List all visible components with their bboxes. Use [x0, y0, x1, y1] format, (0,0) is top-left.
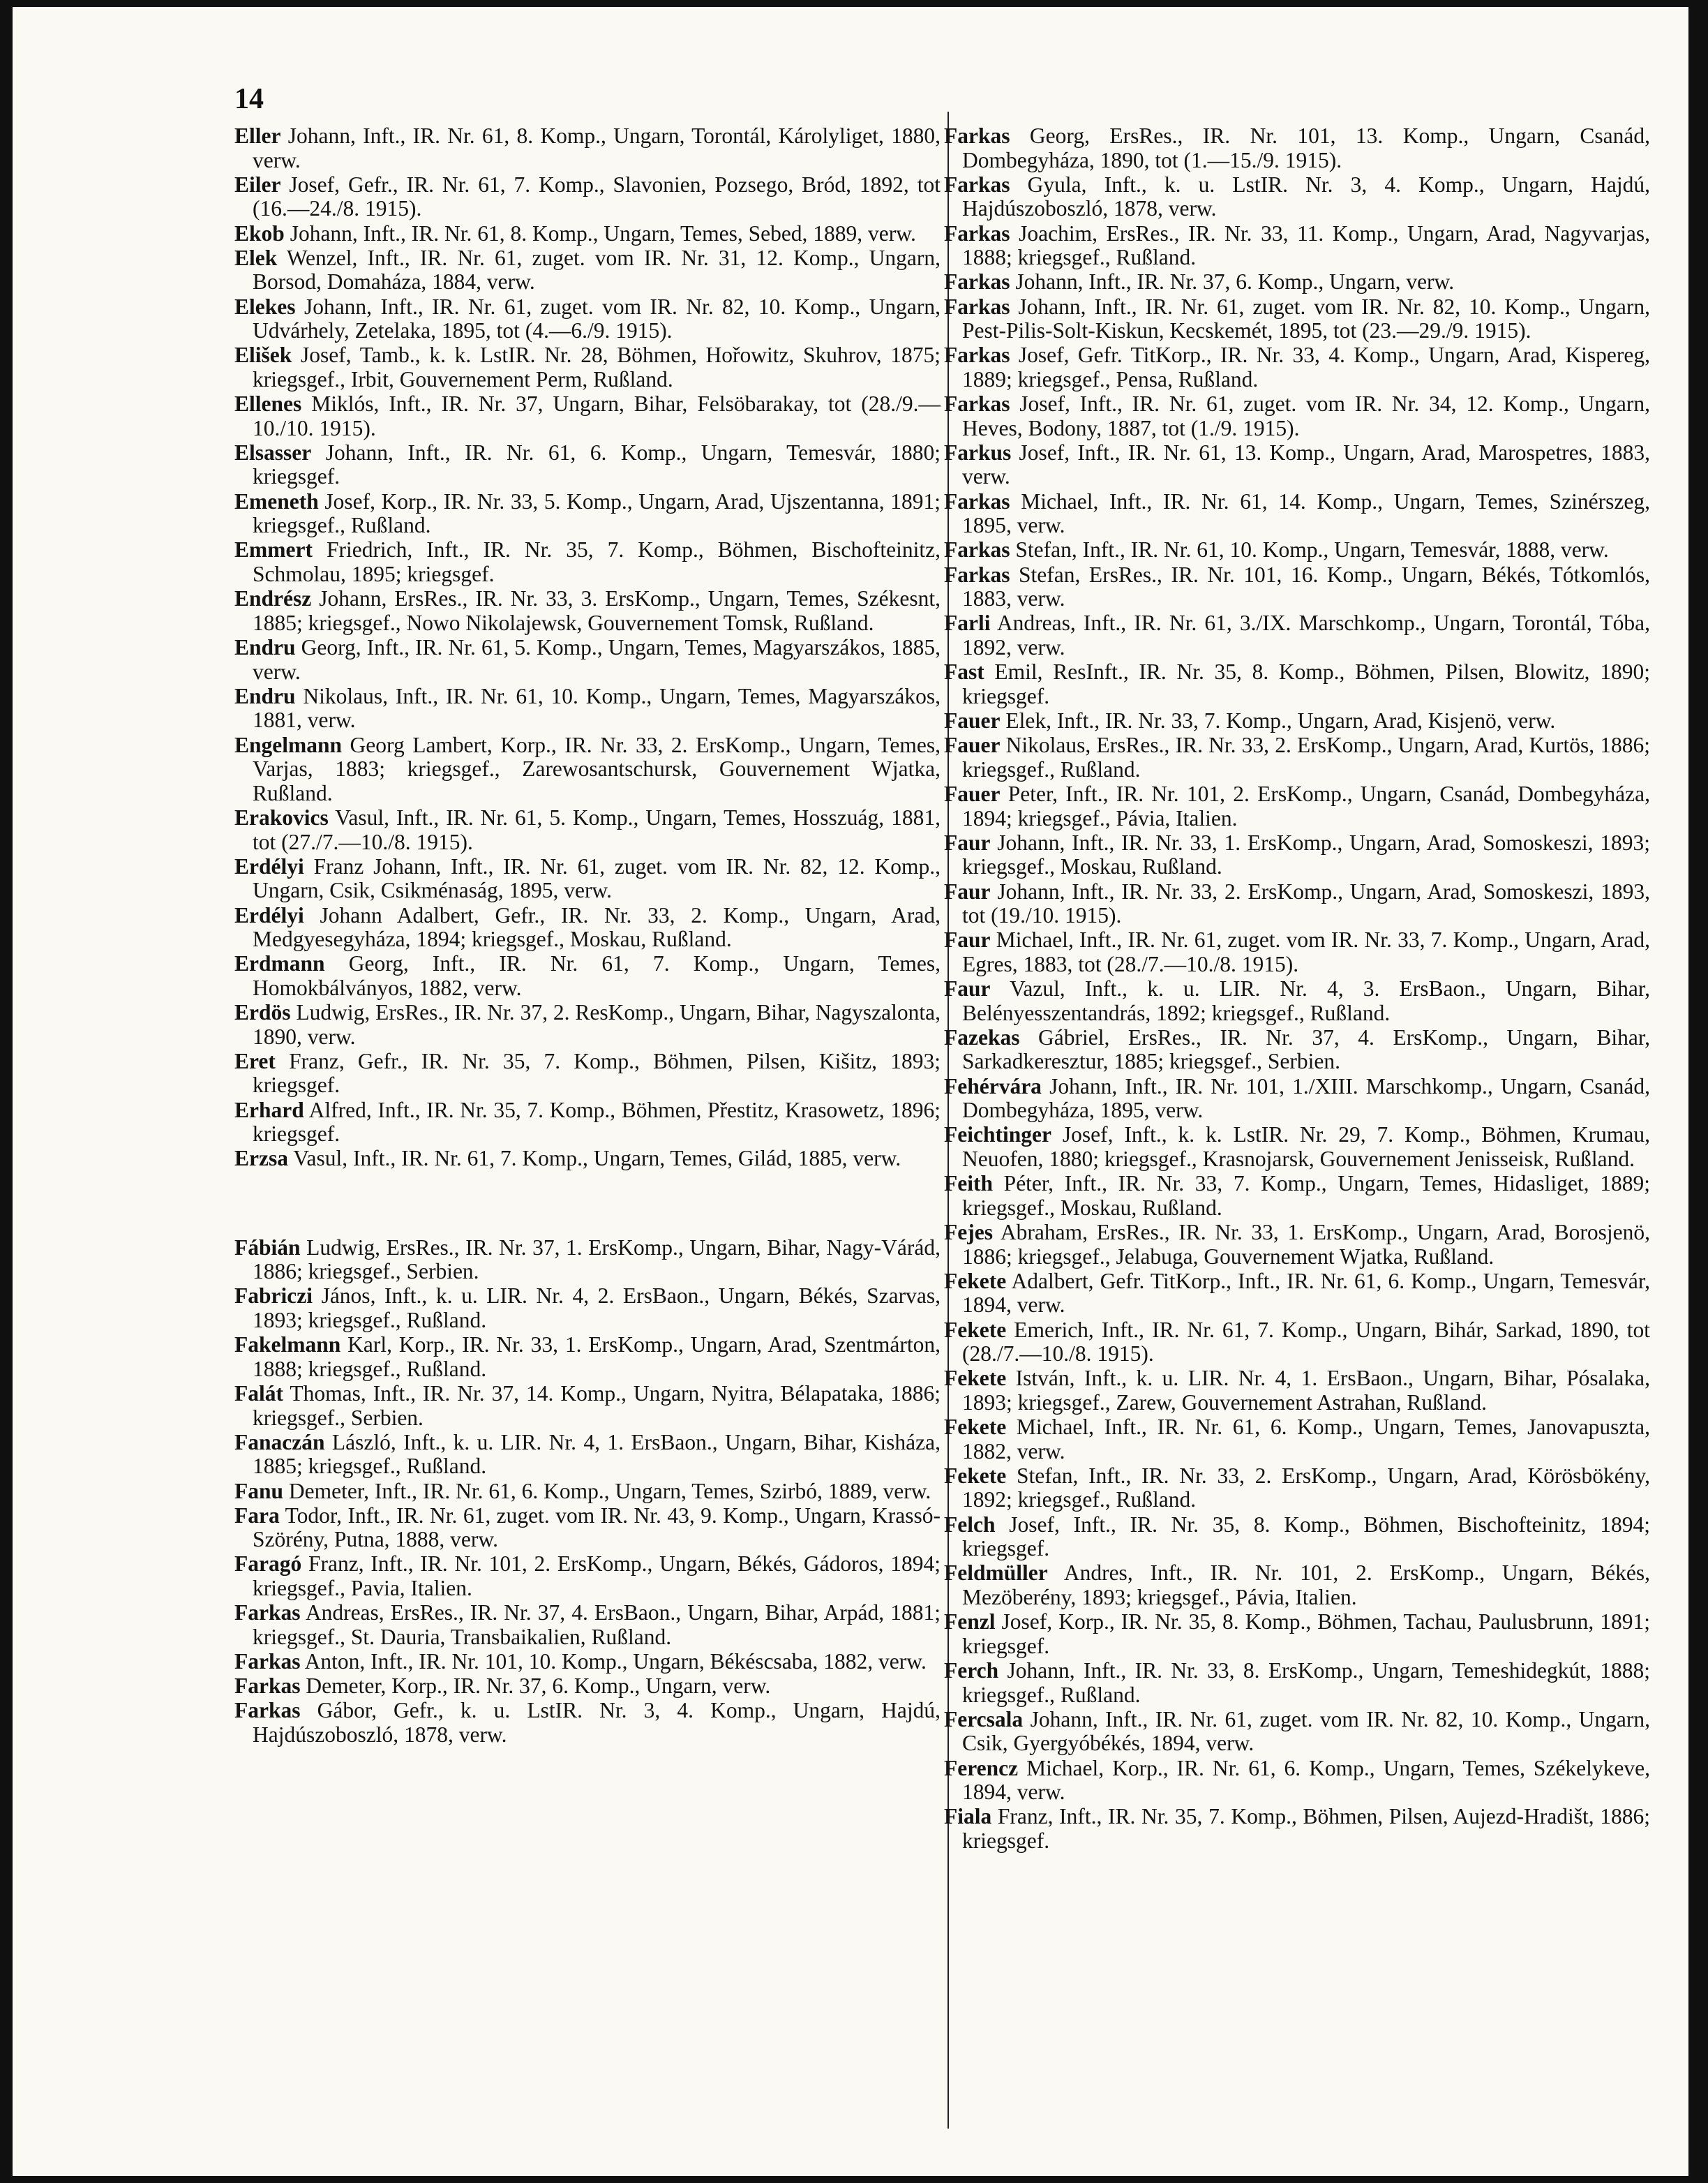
left-column [234, 124, 941, 1748]
entry-details: Georg Lambert, Korp., IR. Nr. 33, 2. ErsKomp., Ungarn, Temes, Varjas, 1883; kriegsgef., Zarewosantschursk, Gouvernement Wjatka, Rußland. [253, 732, 941, 805]
entry-details: Demeter, Inft., IR. Nr. 61, 6. Komp., Ungarn, Temes, Szirbó, 1889, verw. [283, 1478, 931, 1503]
register-entry [234, 685, 941, 733]
entry-details: János, Inft., k. u. LIR. Nr. 4, 2. ErsBaon., Ungarn, Békés, Szarvas, 1893; kriegsgef., Rußland. [253, 1283, 941, 1332]
entry-details: Josef, Inft., k. k. LstIR. Nr. 29, 7. Komp., Böhmen, Krumau, Neuofen, 1880; kriegsgef., Krasnojarsk, Gouvernement Jenisseisk, Rußland. [962, 1122, 1650, 1171]
entry-details: Franz, Gefr., IR. Nr. 35, 7. Komp., Böhmen, Pilsen, Kišitz, 1893; kriegsgef. [253, 1048, 941, 1098]
entry-surname: Eiler [234, 172, 281, 197]
register-entry [944, 563, 1650, 611]
entry-details: Alfred, Inft., IR. Nr. 35, 7. Komp., Böhmen, Přestitz, Krasowetz, 1896; kriegsgef. [253, 1097, 941, 1147]
entry-surname: Farkas [944, 343, 1010, 368]
entry-details: Johann, Inft., IR. Nr. 61, 6. Komp., Ungarn, Temesvár, 1880; kriegsgef. [253, 440, 941, 489]
entry-surname: Farkas [944, 172, 1010, 197]
register-entry [944, 1123, 1650, 1171]
entry-surname: Fabriczi [234, 1283, 313, 1309]
entry-surname: Fercsala [944, 1706, 1024, 1731]
register-entry [944, 831, 1650, 879]
register-entry [944, 1464, 1650, 1512]
register-entry [234, 173, 941, 221]
entry-surname: Faur [944, 927, 991, 953]
entry-surname: Erakovics [234, 805, 329, 830]
entry-surname: Farkas [944, 537, 1010, 562]
entry-details: Ludwig, ErsRes., IR. Nr. 37, 2. ResKomp., Ungarn, Bihar, Nagyszalonta, 1890, verw. [253, 1000, 941, 1049]
entry-details: Josef, Korp., IR. Nr. 33, 5. Komp., Ungarn, Arad, Ujszentanna, 1891; kriegsgef., Rußland. [253, 489, 941, 538]
register-entry [944, 733, 1650, 782]
entry-surname: Feith [944, 1171, 993, 1196]
entry-surname: Faur [944, 830, 991, 855]
entry-details: Johann, Inft., IR. Nr. 33, 2. ErsKomp., Ungarn, Arad, Somoskeszi, 1893, tot (19./10. 1915). [962, 879, 1650, 928]
page-number: 14 [234, 83, 264, 115]
entry-surname: Eret [234, 1048, 276, 1073]
entry-details: Stefan, Inft., IR. Nr. 33, 2. ErsKomp., Ungarn, Arad, Körösbökény, 1892; kriegsgef., Rußland. [962, 1463, 1650, 1512]
register-entry [234, 343, 941, 392]
entry-surname: Fazekas [944, 1025, 1020, 1050]
register-entry [944, 1757, 1650, 1805]
entry-details: Nikolaus, Inft., IR. Nr. 61, 10. Komp., Ungarn, Temes, Magyarszákos, 1881, verw. [253, 683, 941, 733]
entry-surname: Farkas [234, 1674, 301, 1699]
register-entry [944, 1415, 1650, 1463]
register-entry [944, 782, 1650, 830]
entry-surname: Erdös [234, 1000, 291, 1025]
entry-surname: Emeneth [234, 489, 319, 514]
register-entry [234, 295, 941, 343]
register-entry [944, 173, 1650, 221]
entry-surname: Farli [944, 611, 991, 636]
entry-details: Emerich, Inft., IR. Nr. 61, 7. Komp., Ungarn, Bihár, Sarkad, 1890, tot (28./7.—10./8. 1915). [962, 1317, 1650, 1366]
register-entry [944, 295, 1650, 343]
entry-details: Andreas, ErsRes., IR. Nr. 37, 4. ErsBaon., Ungarn, Bihar, Arpád, 1881; kriegsgef., St. Dauria, Transbaikalien, Rußland. [253, 1600, 941, 1649]
entry-surname: Fakelmann [234, 1332, 341, 1357]
entry-details: Demeter, Korp., IR. Nr. 37, 6. Komp., Ungarn, verw. [300, 1674, 771, 1699]
register-entry [234, 1699, 941, 1747]
entry-details: Abraham, ErsRes., IR. Nr. 33, 1. ErsKomp., Ungarn, Arad, Borosjenö, 1886; kriegsgef., Jelabuga, Gouvernement Wjatka, Rußland. [962, 1219, 1650, 1269]
entry-details: Stefan, ErsRes., IR. Nr. 101, 16. Komp., Ungarn, Békés, Tótkomlós, 1883, verw. [962, 562, 1650, 611]
entry-details: Franz, Inft., IR. Nr. 101, 2. ErsKomp., Ungarn, Békés, Gádoros, 1894; kriegsgef., Pavia, Italien. [253, 1551, 941, 1601]
entry-details: Wenzel, Inft., IR. Nr. 61, zuget. vom IR. Nr. 31, 12. Komp., Ungarn, Borsod, Domaháza, 1884, verw. [253, 245, 941, 295]
entry-details: Georg, Inft., IR. Nr. 61, 7. Komp., Ungarn, Temes, Homokbálványos, 1882, verw. [253, 951, 941, 1000]
entry-surname: Fekete [944, 1415, 1007, 1440]
entry-details: Anton, Inft., IR. Nr. 101, 10. Komp., Ungarn, Békéscsaba, 1882, verw. [300, 1649, 927, 1674]
register-entry [944, 611, 1650, 660]
entry-surname: Faur [944, 976, 991, 1001]
register-entry [944, 441, 1650, 489]
entry-details: Johann, Inft., IR. Nr. 61, zuget. vom IR. Nr. 82, 10. Komp., Ungarn, Pest-Pilis-Solt-Kiskun, Kecskemét, 1895, tot (23.—29./9. 1915). [962, 294, 1650, 343]
register-entry [944, 1708, 1650, 1756]
register-entry [234, 1650, 941, 1674]
entry-details: Todor, Inft., IR. Nr. 61, zuget. vom IR. Nr. 43, 9. Komp., Ungarn, Krassó-Szörény, Putna, 1888, verw. [253, 1503, 941, 1552]
entry-details: László, Inft., k. u. LIR. Nr. 4, 1. ErsBaon., Ungarn, Bihar, Kisháza, 1885; kriegsgef., Rußland. [253, 1429, 941, 1479]
register-entry [234, 904, 941, 952]
register-entry [234, 1601, 941, 1649]
register-entry [944, 660, 1650, 708]
entry-surname: Faragó [234, 1551, 302, 1577]
register-entry [234, 1480, 941, 1504]
register-entry [234, 441, 941, 489]
entry-details: Ludwig, ErsRes., IR. Nr. 37, 1. ErsKomp., Ungarn, Bihar, Nagy-Várád, 1886; kriegsgef., Serbien. [253, 1235, 941, 1284]
entry-surname: Ferencz [944, 1755, 1019, 1780]
register-entry [944, 222, 1650, 270]
entry-details: Johann Adalbert, Gefr., IR. Nr. 33, 2. Komp., Ungarn, Arad, Medgyesegyháza, 1894; kriegsgef., Moskau, Rußland. [253, 902, 941, 952]
entry-details: Gyula, Inft., k. u. LstIR. Nr. 3, 4. Komp., Ungarn, Hajdú, Hajdúszoboszló, 1878, verw. [962, 172, 1650, 221]
entry-surname: Engelmann [234, 732, 343, 757]
register-entry [944, 1366, 1650, 1415]
register-entry [234, 733, 941, 806]
register-entry [234, 538, 941, 586]
register-entry [234, 1284, 941, 1332]
register-entry [234, 855, 941, 903]
entry-surname: Erhard [234, 1097, 304, 1122]
entry-details: Adalbert, Gefr. TitKorp., Inft., IR. Nr. 61, 6. Komp., Ungarn, Temesvár, 1894, verw. [962, 1268, 1650, 1318]
entry-details: Andres, Inft., IR. Nr. 101, 2. ErsKomp., Ungarn, Békés, Mezöberény, 1893; kriegsgef., Pávia, Italien. [962, 1560, 1650, 1610]
register-entry [944, 1075, 1650, 1123]
entry-surname: Erzsa [234, 1146, 288, 1171]
section-gap [234, 1172, 941, 1236]
entry-details: Michael, Korp., IR. Nr. 61, 6. Komp., Ungarn, Temes, Székelykeve, 1894, verw. [962, 1755, 1650, 1805]
entry-details: Johann, ErsRes., IR. Nr. 33, 3. ErsKomp., Ungarn, Temes, Székesnt, 1885; kriegsgef., Nowo Nikolajewsk, Gouvernement Tomsk, Rußland. [253, 586, 941, 635]
entry-surname: Falát [234, 1380, 283, 1406]
entry-details: Friedrich, Inft., IR. Nr. 35, 7. Komp., Böhmen, Bischofteinitz, Schmolau, 1895; kriegsgef. [253, 537, 941, 587]
register-entry [944, 1513, 1650, 1561]
entry-details: Joachim, ErsRes., IR. Nr. 33, 11. Komp., Ungarn, Arad, Nagyvarjas, 1888; kriegsgef., Rußland. [962, 221, 1650, 270]
entry-surname: Faur [944, 879, 991, 904]
entry-details: Georg, ErsRes., IR. Nr. 101, 13. Komp., Ungarn, Csanád, Dombegyháza, 1890, tot (1.—15./9. 1915). [962, 124, 1650, 172]
entry-surname: Ferch [944, 1658, 999, 1683]
register-entry [944, 490, 1650, 538]
entry-surname: Felch [944, 1512, 996, 1537]
entry-details: Elek, Inft., IR. Nr. 33, 7. Komp., Ungarn, Arad, Kisjenö, verw. [1000, 708, 1556, 733]
entry-surname: Endru [234, 683, 296, 708]
entry-surname: Fekete [944, 1317, 1007, 1342]
entry-surname: Feldmüller [944, 1560, 1048, 1586]
register-entry [944, 1026, 1650, 1074]
entry-surname: Farkas [944, 124, 1010, 148]
register-entry [234, 1431, 941, 1479]
entry-details: István, Inft., k. u. LIR. Nr. 4, 1. ErsBaon., Ungarn, Bihar, Pósalaka, 1893; kriegsgef., Zarew, Gouvernement Astrahan, Rußland. [962, 1366, 1650, 1415]
entry-surname: Farkus [944, 440, 1012, 465]
entry-details: Johann, Inft., IR. Nr. 61, zuget. vom IR. Nr. 82, 10. Komp., Ungarn, Udvárhely, Zetelaka, 1895, tot (4.—6./9. 1915). [253, 294, 941, 343]
entry-surname: Fiala [944, 1804, 992, 1829]
register-entry [234, 952, 941, 1000]
register-entry [944, 1610, 1650, 1658]
register-entry [944, 709, 1650, 733]
entry-details: Vasul, Inft., IR. Nr. 61, 7. Komp., Ungarn, Temes, Gilád, 1885, verw. [287, 1146, 901, 1171]
entry-surname: Farkas [234, 1698, 301, 1723]
register-entry [234, 124, 941, 172]
register-entry [944, 538, 1650, 562]
register-entry [234, 1674, 941, 1699]
entry-details: Johann, Inft., IR. Nr. 61, 8. Komp., Ungarn, Torontál, Károlyliget, 1880, verw. [253, 124, 941, 172]
entry-surname: Fehérvára [944, 1073, 1042, 1098]
entry-details: Josef, Inft., IR. Nr. 61, 13. Komp., Ungarn, Arad, Marospetres, 1883, verw. [962, 440, 1650, 489]
entry-details: Johann, Inft., IR. Nr. 61, zuget. vom IR. Nr. 82, 10. Komp., Ungarn, Csik, Gyergyóbékés, 1894, verw. [962, 1706, 1650, 1756]
entry-details: Johann, Inft., IR. Nr. 37, 6. Komp., Ungarn, verw. [1010, 269, 1455, 295]
entry-details: Michael, Inft., IR. Nr. 61, 14. Komp., Ungarn, Temes, Szinérszeg, 1895, verw. [962, 489, 1650, 538]
entry-details: Johann, Inft., IR. Nr. 33, 1. ErsKomp., Ungarn, Arad, Somoskeszi, 1893; kriegsgef., Moskau, Rußland. [962, 830, 1650, 879]
register-entry [234, 392, 941, 440]
entry-surname: Emmert [234, 537, 313, 562]
register-entry [944, 928, 1650, 976]
entry-details: Michael, Inft., IR. Nr. 61, zuget. vom IR. Nr. 33, 7. Komp., Ungarn, Arad, Egres, 1883, tot (28./7.—10./8. 1915). [962, 927, 1650, 976]
register-entry [234, 1382, 941, 1430]
entry-details: Josef, Korp., IR. Nr. 35, 8. Komp., Böhmen, Tachau, Paulusbrunn, 1891; kriegsgef. [962, 1609, 1650, 1658]
entry-details: Stefan, Inft., IR. Nr. 61, 10. Komp., Ungarn, Temesvár, 1888, verw. [1010, 537, 1609, 562]
entry-details: Emil, ResInft., IR. Nr. 35, 8. Komp., Böhmen, Pilsen, Blowitz, 1890; kriegsgef. [962, 660, 1650, 708]
entry-surname: Fekete [944, 1366, 1007, 1391]
entry-surname: Farkas [944, 562, 1010, 587]
entry-details: Michael, Inft., IR. Nr. 61, 6. Komp., Ungarn, Temes, Janovapuszta, 1882, verw. [962, 1415, 1650, 1463]
register-entry [234, 636, 941, 684]
register-entry [234, 1050, 941, 1098]
entry-surname: Feichtinger [944, 1122, 1051, 1147]
entry-surname: Eller [234, 124, 281, 148]
register-entry [944, 1659, 1650, 1707]
entry-details: Vasul, Inft., IR. Nr. 61, 5. Komp., Ungarn, Temes, Hosszuág, 1881, tot (27./7.—10./8. 1915). [253, 805, 941, 854]
entry-details: Péter, Inft., IR. Nr. 33, 7. Komp., Ungarn, Temes, Hidasliget, 1889; kriegsgef., Moskau, Rußland. [962, 1171, 1650, 1220]
entry-details: Johann, Inft., IR. Nr. 33, 8. ErsKomp., Ungarn, Temeshidegkút, 1888; kriegsgef., Rußland. [962, 1658, 1650, 1707]
register-entry [234, 490, 941, 538]
entry-surname: Fast [944, 660, 984, 685]
entry-surname: Farkas [234, 1649, 301, 1674]
entry-details: Peter, Inft., IR. Nr. 101, 2. ErsKomp., Ungarn, Csanád, Dombegyháza, 1894; kriegsgef., Pávia, Italien. [962, 781, 1650, 830]
register-entry [944, 977, 1650, 1025]
entry-details: Josef, Inft., IR. Nr. 35, 8. Komp., Böhmen, Bischofteinitz, 1894; kriegsgef. [962, 1512, 1650, 1561]
entry-details: Johann, Inft., IR. Nr. 61, 8. Komp., Ungarn, Temes, Sebed, 1889, verw. [284, 221, 916, 246]
entry-surname: Farkas [944, 221, 1010, 246]
entry-surname: Fenzl [944, 1609, 996, 1634]
entry-surname: Fanu [234, 1478, 284, 1503]
entry-details: Nikolaus, ErsRes., IR. Nr. 33, 2. ErsKomp., Ungarn, Arad, Kurtös, 1886; kriegsgef., Rußland. [962, 733, 1650, 782]
entry-details: Karl, Korp., IR. Nr. 33, 1. ErsKomp., Ungarn, Arad, Szentmárton, 1888; kriegsgef., Rußland. [253, 1332, 941, 1381]
register-entry [944, 1805, 1650, 1853]
entry-details: Gábriel, ErsRes., IR. Nr. 37, 4. ErsKomp., Ungarn, Bihar, Sarkadkeresztur, 1885; kriegsgef., Serbien. [962, 1025, 1650, 1074]
register-entry [944, 1172, 1650, 1220]
entry-details: Johann, Inft., IR. Nr. 101, 1./XIII. Marschkomp., Ungarn, Csanád, Dombegyháza, 1895, verw. [962, 1073, 1650, 1123]
register-entry [234, 587, 941, 635]
entry-surname: Farkas [944, 489, 1010, 514]
entry-surname: Ekob [234, 221, 285, 246]
entry-surname: Farkas [944, 269, 1010, 295]
entry-details: Franz Johann, Inft., IR. Nr. 61, zuget. vom IR. Nr. 82, 12. Komp., Ungarn, Csik, Csikménaság, 1895, verw. [253, 854, 941, 903]
entry-surname: Fauer [944, 781, 1001, 806]
register-entry [944, 343, 1650, 392]
register-entry [944, 1318, 1650, 1366]
entry-surname: Endrész [234, 586, 312, 611]
register-entry [234, 246, 941, 295]
entry-details: Miklós, Inft., IR. Nr. 37, Ungarn, Bihar, Felsöbarakay, tot (28./9.—10./10. 1915). [253, 392, 941, 440]
entry-details: Josef, Inft., IR. Nr. 61, zuget. vom IR. Nr. 34, 12. Komp., Ungarn, Heves, Bodony, 1887, tot (1./9. 1915). [962, 392, 1650, 440]
entry-surname: Farkas [944, 392, 1010, 417]
register-entry [234, 1147, 941, 1171]
register-entry [234, 1552, 941, 1600]
entry-surname: Elek [234, 245, 278, 270]
register-entry [944, 270, 1650, 295]
register-entry [234, 806, 941, 854]
entry-surname: Elekes [234, 294, 296, 319]
entry-details: Franz, Inft., IR. Nr. 35, 7. Komp., Böhmen, Pilsen, Aujezd-Hradišt, 1886; kriegsgef. [962, 1804, 1650, 1853]
entry-surname: Elišek [234, 343, 292, 368]
entry-surname: Farkas [234, 1600, 301, 1625]
entry-surname: Erdélyi [234, 854, 304, 879]
entry-details: Gábor, Gefr., k. u. LstIR. Nr. 3, 4. Komp., Ungarn, Hajdú, Hajdúszoboszló, 1878, verw. [253, 1698, 941, 1747]
entry-details: Josef, Gefr. TitKorp., IR. Nr. 33, 4. Komp., Ungarn, Arad, Kispereg, 1889; kriegsgef., Pensa, Rußland. [962, 343, 1650, 392]
right-column [944, 124, 1650, 1854]
entry-surname: Endru [234, 635, 296, 660]
register-entry [234, 1098, 941, 1147]
entry-details: Vazul, Inft., k. u. LIR. Nr. 4, 3. ErsBaon., Ungarn, Bihar, Belényesszentandrás, 1892; kriegsgef., Rußland. [962, 976, 1650, 1025]
register-entry [944, 1221, 1650, 1269]
entry-surname: Farkas [944, 294, 1010, 319]
entry-surname: Elsasser [234, 440, 312, 465]
entry-surname: Fábián [234, 1235, 301, 1260]
register-entry [944, 392, 1650, 440]
entry-surname: Fara [234, 1503, 280, 1528]
entry-details: Georg, Inft., IR. Nr. 61, 5. Komp., Ungarn, Temes, Magyarszákos, 1885, verw. [253, 635, 941, 684]
entry-surname: Ellenes [234, 392, 302, 417]
register-entry [944, 880, 1650, 928]
entry-details: Thomas, Inft., IR. Nr. 37, 14. Komp., Ungarn, Nyitra, Bélapataka, 1886; kriegsgef., Serbien. [253, 1380, 941, 1430]
register-entry [234, 1236, 941, 1284]
register-entry [234, 222, 941, 246]
register-entry [944, 1561, 1650, 1609]
entry-details: Andreas, Inft., IR. Nr. 61, 3./IX. Marschkomp., Ungarn, Torontál, Tóba, 1892, verw. [962, 611, 1650, 660]
entry-surname: Fauer [944, 733, 1001, 758]
entry-details: Josef, Gefr., IR. Nr. 61, 7. Komp., Slavonien, Pozsego, Bród, 1892, tot (16.—24./8. 1915). [253, 172, 941, 221]
entry-surname: Fanaczán [234, 1429, 325, 1454]
entry-surname: Fekete [944, 1268, 1007, 1293]
register-entry [944, 124, 1650, 172]
scanned-page [13, 7, 1688, 2176]
entry-surname: Fejes [944, 1219, 993, 1244]
entry-surname: Fekete [944, 1463, 1007, 1488]
register-entry [234, 1001, 941, 1049]
entry-surname: Erdélyi [234, 902, 304, 927]
entry-surname: Fauer [944, 708, 1001, 733]
register-entry [234, 1504, 941, 1552]
entry-details: Josef, Tamb., k. k. LstIR. Nr. 28, Böhmen, Hořowitz, Skuhrov, 1875; kriegsgef., Irbit, Gouvernement Perm, Rußland. [253, 343, 941, 392]
register-entry [944, 1269, 1650, 1318]
register-entry [234, 1333, 941, 1381]
entry-surname: Erdmann [234, 951, 325, 976]
